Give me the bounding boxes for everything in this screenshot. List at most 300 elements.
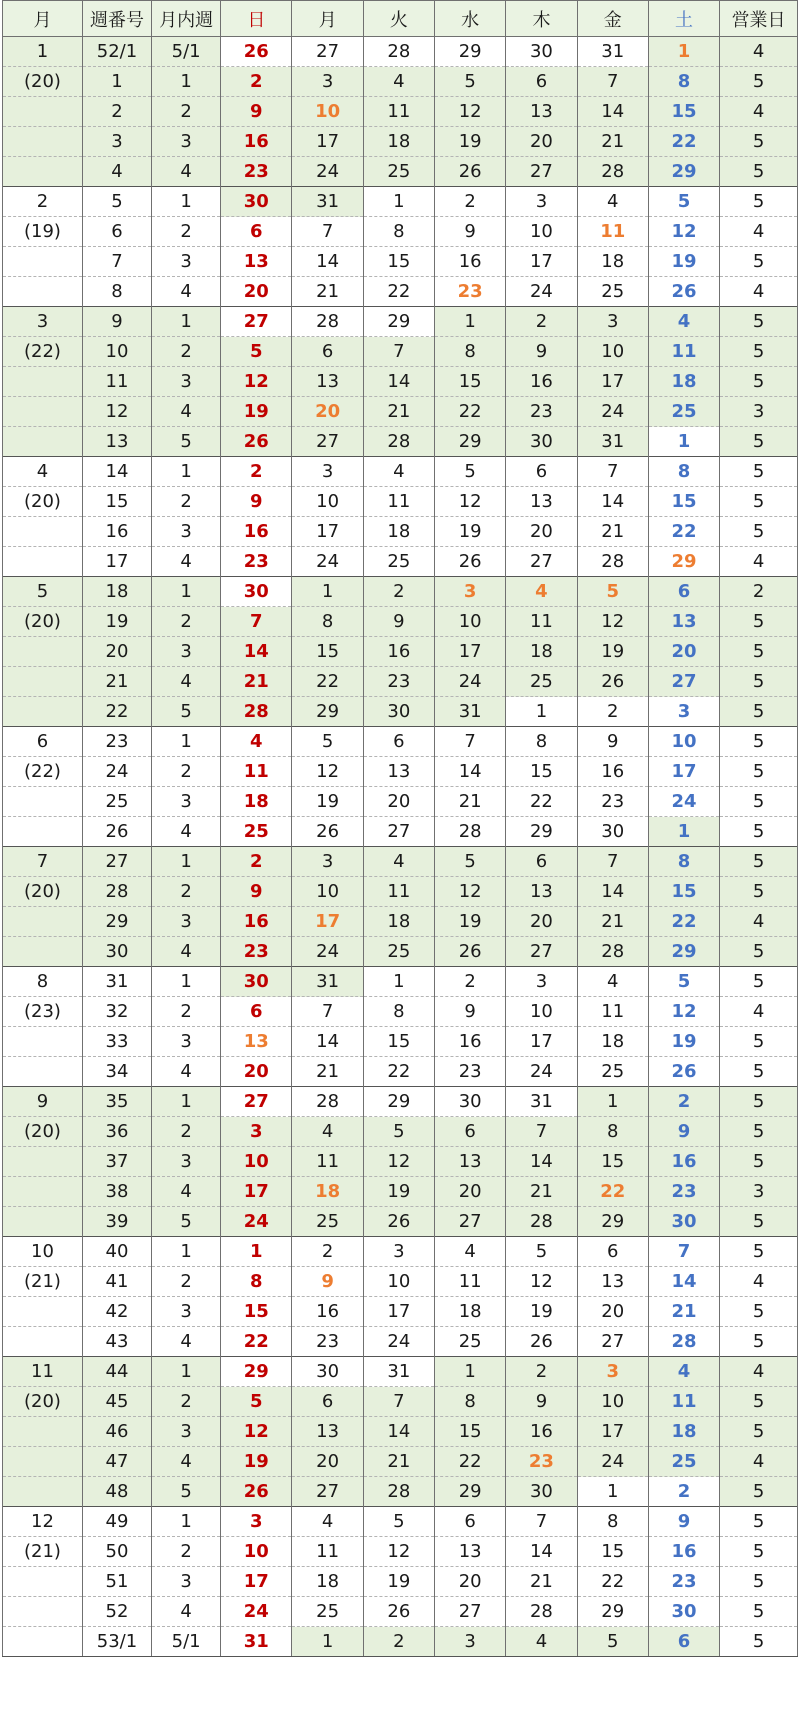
day-cell: 7 xyxy=(648,1237,719,1267)
month-cell xyxy=(3,787,83,817)
day-cell: 9 xyxy=(506,337,577,367)
day-cell: 21 xyxy=(292,1057,363,1087)
day-cell: 6 xyxy=(363,727,434,757)
week-number: 27 xyxy=(82,847,151,877)
day-cell: 29 xyxy=(435,427,506,457)
table-row xyxy=(3,1297,798,1327)
day-cell: 2 xyxy=(221,67,292,97)
day-cell: 29 xyxy=(292,697,363,727)
week-of-month: 1 xyxy=(152,847,221,877)
day-cell: 5 xyxy=(363,1117,434,1147)
table-row xyxy=(3,1537,798,1567)
week-of-month: 4 xyxy=(152,397,221,427)
day-cell: 7 xyxy=(577,847,648,877)
table-row xyxy=(3,1027,798,1057)
day-cell: 25 xyxy=(577,277,648,307)
day-cell: 12 xyxy=(506,1267,577,1297)
table-row xyxy=(3,1267,798,1297)
day-cell: 17 xyxy=(577,1417,648,1447)
day-cell: 22 xyxy=(506,787,577,817)
table-row xyxy=(3,1087,798,1117)
day-cell: 8 xyxy=(648,847,719,877)
day-cell: 26 xyxy=(435,547,506,577)
week-of-month: 4 xyxy=(152,1327,221,1357)
business-days: 5 xyxy=(720,1147,798,1177)
day-cell: 19 xyxy=(221,1447,292,1477)
day-cell: 12 xyxy=(435,97,506,127)
day-cell: 16 xyxy=(221,907,292,937)
day-cell: 9 xyxy=(221,97,292,127)
week-of-month: 1 xyxy=(152,1507,221,1537)
header-sunday: 日 xyxy=(221,1,292,37)
week-of-month: 3 xyxy=(152,1297,221,1327)
day-cell: 26 xyxy=(435,157,506,187)
table-row xyxy=(3,397,798,427)
business-days: 5 xyxy=(720,1297,798,1327)
business-days: 5 xyxy=(720,1207,798,1237)
day-cell: 24 xyxy=(435,667,506,697)
day-cell: 16 xyxy=(506,1417,577,1447)
day-cell: 15 xyxy=(435,367,506,397)
month-cell xyxy=(3,127,83,157)
month-label: 5 xyxy=(3,577,83,607)
day-cell: 19 xyxy=(435,517,506,547)
day-cell: 4 xyxy=(221,727,292,757)
day-cell: 23 xyxy=(221,157,292,187)
month-cell xyxy=(3,1477,83,1507)
week-of-month: 4 xyxy=(152,547,221,577)
day-cell: 22 xyxy=(648,517,719,547)
week-number: 53/1 xyxy=(82,1627,151,1657)
day-cell: 20 xyxy=(221,277,292,307)
day-cell: 10 xyxy=(221,1537,292,1567)
day-cell: 19 xyxy=(363,1177,434,1207)
day-cell: 17 xyxy=(221,1177,292,1207)
week-number: 38 xyxy=(82,1177,151,1207)
day-cell: 17 xyxy=(435,637,506,667)
day-cell: 1 xyxy=(292,577,363,607)
week-number: 39 xyxy=(82,1207,151,1237)
day-cell: 28 xyxy=(577,157,648,187)
day-cell: 11 xyxy=(221,757,292,787)
day-cell: 12 xyxy=(292,757,363,787)
business-days: 5 xyxy=(720,1477,798,1507)
month-label: 7 xyxy=(3,847,83,877)
day-cell: 7 xyxy=(435,727,506,757)
week-number: 40 xyxy=(82,1237,151,1267)
day-cell: 22 xyxy=(648,127,719,157)
day-cell: 20 xyxy=(221,1057,292,1087)
day-cell: 25 xyxy=(506,667,577,697)
business-days: 5 xyxy=(720,847,798,877)
day-cell: 1 xyxy=(292,1627,363,1657)
week-number: 18 xyxy=(82,577,151,607)
day-cell: 10 xyxy=(292,487,363,517)
week-of-month: 1 xyxy=(152,457,221,487)
month-cell xyxy=(3,1417,83,1447)
day-cell: 4 xyxy=(577,967,648,997)
header-business-days: 営業日 xyxy=(720,1,798,37)
week-number: 25 xyxy=(82,787,151,817)
day-cell: 11 xyxy=(292,1147,363,1177)
business-days: 5 xyxy=(720,817,798,847)
day-cell: 5 xyxy=(577,1627,648,1657)
business-days: 5 xyxy=(720,517,798,547)
table-row xyxy=(3,697,798,727)
day-cell: 16 xyxy=(648,1537,719,1567)
business-days: 3 xyxy=(720,1177,798,1207)
day-cell: 10 xyxy=(221,1147,292,1177)
day-cell: 2 xyxy=(363,577,434,607)
business-days: 4 xyxy=(720,997,798,1027)
day-cell: 1 xyxy=(435,307,506,337)
day-cell: 21 xyxy=(506,1177,577,1207)
day-cell: 31 xyxy=(506,1087,577,1117)
table-row xyxy=(3,1387,798,1417)
day-cell: 24 xyxy=(577,397,648,427)
day-cell: 15 xyxy=(648,877,719,907)
week-number: 16 xyxy=(82,517,151,547)
day-cell: 13 xyxy=(292,1417,363,1447)
day-cell: 24 xyxy=(506,277,577,307)
day-cell: 19 xyxy=(292,787,363,817)
table-row xyxy=(3,1567,798,1597)
table-row xyxy=(3,637,798,667)
week-number: 2 xyxy=(82,97,151,127)
week-number: 3 xyxy=(82,127,151,157)
business-days: 5 xyxy=(720,727,798,757)
week-number: 23 xyxy=(82,727,151,757)
day-cell: 15 xyxy=(363,1027,434,1057)
week-of-month: 2 xyxy=(152,997,221,1027)
day-cell: 11 xyxy=(363,487,434,517)
table-row xyxy=(3,1477,798,1507)
month-cell xyxy=(3,1147,83,1177)
week-number: 37 xyxy=(82,1147,151,1177)
month-label: 4 xyxy=(3,457,83,487)
day-cell: 14 xyxy=(577,97,648,127)
day-cell: 26 xyxy=(221,37,292,67)
month-business-day-count: (23) xyxy=(3,997,83,1027)
day-cell: 30 xyxy=(221,577,292,607)
day-cell: 13 xyxy=(506,97,577,127)
day-cell: 29 xyxy=(577,1207,648,1237)
day-cell: 10 xyxy=(292,877,363,907)
day-cell: 6 xyxy=(506,847,577,877)
day-cell: 5 xyxy=(435,847,506,877)
day-cell: 16 xyxy=(435,247,506,277)
table-row xyxy=(3,877,798,907)
week-of-month: 2 xyxy=(152,1537,221,1567)
business-days: 5 xyxy=(720,1627,798,1657)
day-cell: 22 xyxy=(363,1057,434,1087)
business-days: 3 xyxy=(720,397,798,427)
week-number: 12 xyxy=(82,397,151,427)
day-cell: 14 xyxy=(221,637,292,667)
week-of-month: 4 xyxy=(152,1177,221,1207)
table-row xyxy=(3,1207,798,1237)
day-cell: 3 xyxy=(221,1117,292,1147)
table-row xyxy=(3,1507,798,1537)
day-cell: 10 xyxy=(292,97,363,127)
table-row xyxy=(3,1627,798,1657)
day-cell: 28 xyxy=(577,547,648,577)
week-number: 36 xyxy=(82,1117,151,1147)
day-cell: 4 xyxy=(435,1237,506,1267)
business-days: 5 xyxy=(720,307,798,337)
table-row xyxy=(3,577,798,607)
week-number: 15 xyxy=(82,487,151,517)
table-row xyxy=(3,517,798,547)
month-label: 10 xyxy=(3,1237,83,1267)
day-cell: 17 xyxy=(506,247,577,277)
day-cell: 12 xyxy=(363,1537,434,1567)
week-of-month: 1 xyxy=(152,187,221,217)
day-cell: 27 xyxy=(506,157,577,187)
month-business-day-count: (21) xyxy=(3,1267,83,1297)
day-cell: 5 xyxy=(648,967,719,997)
day-cell: 7 xyxy=(221,607,292,637)
day-cell: 18 xyxy=(363,127,434,157)
week-of-month: 1 xyxy=(152,67,221,97)
day-cell: 6 xyxy=(648,577,719,607)
week-number: 21 xyxy=(82,667,151,697)
week-of-month: 2 xyxy=(152,337,221,367)
business-days: 5 xyxy=(720,127,798,157)
day-cell: 7 xyxy=(506,1117,577,1147)
day-cell: 11 xyxy=(648,337,719,367)
day-cell: 22 xyxy=(648,907,719,937)
day-cell: 20 xyxy=(292,1447,363,1477)
day-cell: 17 xyxy=(648,757,719,787)
week-of-month: 3 xyxy=(152,787,221,817)
header-week-of-month: 月内週 xyxy=(152,1,221,37)
business-days: 5 xyxy=(720,1597,798,1627)
month-cell xyxy=(3,817,83,847)
table-row xyxy=(3,847,798,877)
day-cell: 17 xyxy=(363,1297,434,1327)
day-cell: 21 xyxy=(648,1297,719,1327)
month-cell xyxy=(3,1057,83,1087)
day-cell: 24 xyxy=(221,1597,292,1627)
month-cell xyxy=(3,937,83,967)
header-saturday: 土 xyxy=(648,1,719,37)
day-cell: 9 xyxy=(292,1267,363,1297)
day-cell: 4 xyxy=(363,457,434,487)
day-cell: 16 xyxy=(221,517,292,547)
month-cell xyxy=(3,667,83,697)
table-row xyxy=(3,427,798,457)
day-cell: 31 xyxy=(435,697,506,727)
business-days: 5 xyxy=(720,967,798,997)
day-cell: 6 xyxy=(435,1507,506,1537)
week-of-month: 1 xyxy=(152,577,221,607)
day-cell: 25 xyxy=(577,1057,648,1087)
day-cell: 16 xyxy=(506,367,577,397)
week-of-month: 1 xyxy=(152,1357,221,1387)
day-cell: 30 xyxy=(648,1597,719,1627)
day-cell: 30 xyxy=(506,37,577,67)
month-cell xyxy=(3,1597,83,1627)
day-cell: 25 xyxy=(221,817,292,847)
day-cell: 11 xyxy=(435,1267,506,1297)
business-days: 4 xyxy=(720,1357,798,1387)
day-cell: 4 xyxy=(292,1117,363,1147)
day-cell: 21 xyxy=(577,127,648,157)
month-cell xyxy=(3,397,83,427)
table-row xyxy=(3,727,798,757)
day-cell: 26 xyxy=(648,1057,719,1087)
business-days: 4 xyxy=(720,547,798,577)
week-of-month: 1 xyxy=(152,727,221,757)
day-cell: 31 xyxy=(292,187,363,217)
month-cell xyxy=(3,1627,83,1657)
table-row xyxy=(3,367,798,397)
month-cell xyxy=(3,547,83,577)
month-cell xyxy=(3,1207,83,1237)
day-cell: 2 xyxy=(435,967,506,997)
day-cell: 26 xyxy=(506,1327,577,1357)
month-label: 6 xyxy=(3,727,83,757)
week-of-month: 2 xyxy=(152,487,221,517)
day-cell: 24 xyxy=(221,1207,292,1237)
week-of-month: 2 xyxy=(152,97,221,127)
day-cell: 20 xyxy=(292,397,363,427)
table-row xyxy=(3,1237,798,1267)
week-of-month: 3 xyxy=(152,127,221,157)
month-cell xyxy=(3,1177,83,1207)
table-row xyxy=(3,547,798,577)
day-cell: 13 xyxy=(363,757,434,787)
day-cell: 7 xyxy=(292,997,363,1027)
month-cell xyxy=(3,1567,83,1597)
day-cell: 24 xyxy=(577,1447,648,1477)
day-cell: 30 xyxy=(506,1477,577,1507)
day-cell: 1 xyxy=(648,427,719,457)
month-business-day-count: (21) xyxy=(3,1537,83,1567)
week-of-month: 2 xyxy=(152,757,221,787)
day-cell: 10 xyxy=(577,1387,648,1417)
day-cell: 13 xyxy=(435,1147,506,1177)
day-cell: 31 xyxy=(577,37,648,67)
week-of-month: 3 xyxy=(152,637,221,667)
week-of-month: 2 xyxy=(152,1117,221,1147)
day-cell: 2 xyxy=(435,187,506,217)
day-cell: 22 xyxy=(577,1177,648,1207)
day-cell: 21 xyxy=(221,667,292,697)
business-days: 4 xyxy=(720,37,798,67)
week-number: 7 xyxy=(82,247,151,277)
day-cell: 6 xyxy=(506,457,577,487)
week-of-month: 2 xyxy=(152,607,221,637)
day-cell: 16 xyxy=(577,757,648,787)
week-number: 31 xyxy=(82,967,151,997)
day-cell: 20 xyxy=(506,127,577,157)
table-row xyxy=(3,1147,798,1177)
day-cell: 27 xyxy=(506,547,577,577)
day-cell: 21 xyxy=(506,1567,577,1597)
day-cell: 12 xyxy=(435,877,506,907)
day-cell: 13 xyxy=(577,1267,648,1297)
day-cell: 21 xyxy=(292,277,363,307)
day-cell: 1 xyxy=(577,1477,648,1507)
day-cell: 15 xyxy=(292,637,363,667)
day-cell: 28 xyxy=(363,427,434,457)
table-row xyxy=(3,127,798,157)
table-row xyxy=(3,967,798,997)
day-cell: 31 xyxy=(577,427,648,457)
day-cell: 26 xyxy=(363,1597,434,1627)
day-cell: 25 xyxy=(363,157,434,187)
business-days: 5 xyxy=(720,1417,798,1447)
day-cell: 25 xyxy=(292,1207,363,1237)
day-cell: 15 xyxy=(435,1417,506,1447)
business-days: 2 xyxy=(720,577,798,607)
business-days: 5 xyxy=(720,637,798,667)
table-row xyxy=(3,787,798,817)
month-label: 9 xyxy=(3,1087,83,1117)
day-cell: 17 xyxy=(292,517,363,547)
day-cell: 8 xyxy=(363,997,434,1027)
table-row xyxy=(3,667,798,697)
business-days: 4 xyxy=(720,1267,798,1297)
day-cell: 6 xyxy=(648,1627,719,1657)
month-cell xyxy=(3,907,83,937)
day-cell: 20 xyxy=(435,1567,506,1597)
day-cell: 26 xyxy=(292,817,363,847)
business-days: 5 xyxy=(720,67,798,97)
day-cell: 3 xyxy=(363,1237,434,1267)
day-cell: 17 xyxy=(292,127,363,157)
day-cell: 17 xyxy=(506,1027,577,1057)
day-cell: 20 xyxy=(506,517,577,547)
day-cell: 29 xyxy=(221,1357,292,1387)
day-cell: 8 xyxy=(577,1117,648,1147)
day-cell: 18 xyxy=(435,1297,506,1327)
day-cell: 3 xyxy=(506,967,577,997)
day-cell: 24 xyxy=(292,547,363,577)
day-cell: 11 xyxy=(506,607,577,637)
day-cell: 6 xyxy=(221,217,292,247)
day-cell: 14 xyxy=(577,487,648,517)
week-of-month: 5/1 xyxy=(152,1627,221,1657)
day-cell: 17 xyxy=(577,367,648,397)
day-cell: 5 xyxy=(292,727,363,757)
week-number: 17 xyxy=(82,547,151,577)
day-cell: 19 xyxy=(221,397,292,427)
month-label: 2 xyxy=(3,187,83,217)
day-cell: 3 xyxy=(506,187,577,217)
business-days: 5 xyxy=(720,667,798,697)
day-cell: 19 xyxy=(648,247,719,277)
week-number: 32 xyxy=(82,997,151,1027)
day-cell: 14 xyxy=(648,1267,719,1297)
week-of-month: 3 xyxy=(152,1417,221,1447)
day-cell: 13 xyxy=(292,367,363,397)
table-row xyxy=(3,907,798,937)
day-cell: 12 xyxy=(648,997,719,1027)
month-cell xyxy=(3,97,83,127)
day-cell: 9 xyxy=(506,1387,577,1417)
day-cell: 11 xyxy=(577,997,648,1027)
day-cell: 21 xyxy=(435,787,506,817)
table-row xyxy=(3,997,798,1027)
month-cell xyxy=(3,157,83,187)
day-cell: 20 xyxy=(506,907,577,937)
week-number: 44 xyxy=(82,1357,151,1387)
table-row xyxy=(3,337,798,367)
day-cell: 12 xyxy=(363,1147,434,1177)
